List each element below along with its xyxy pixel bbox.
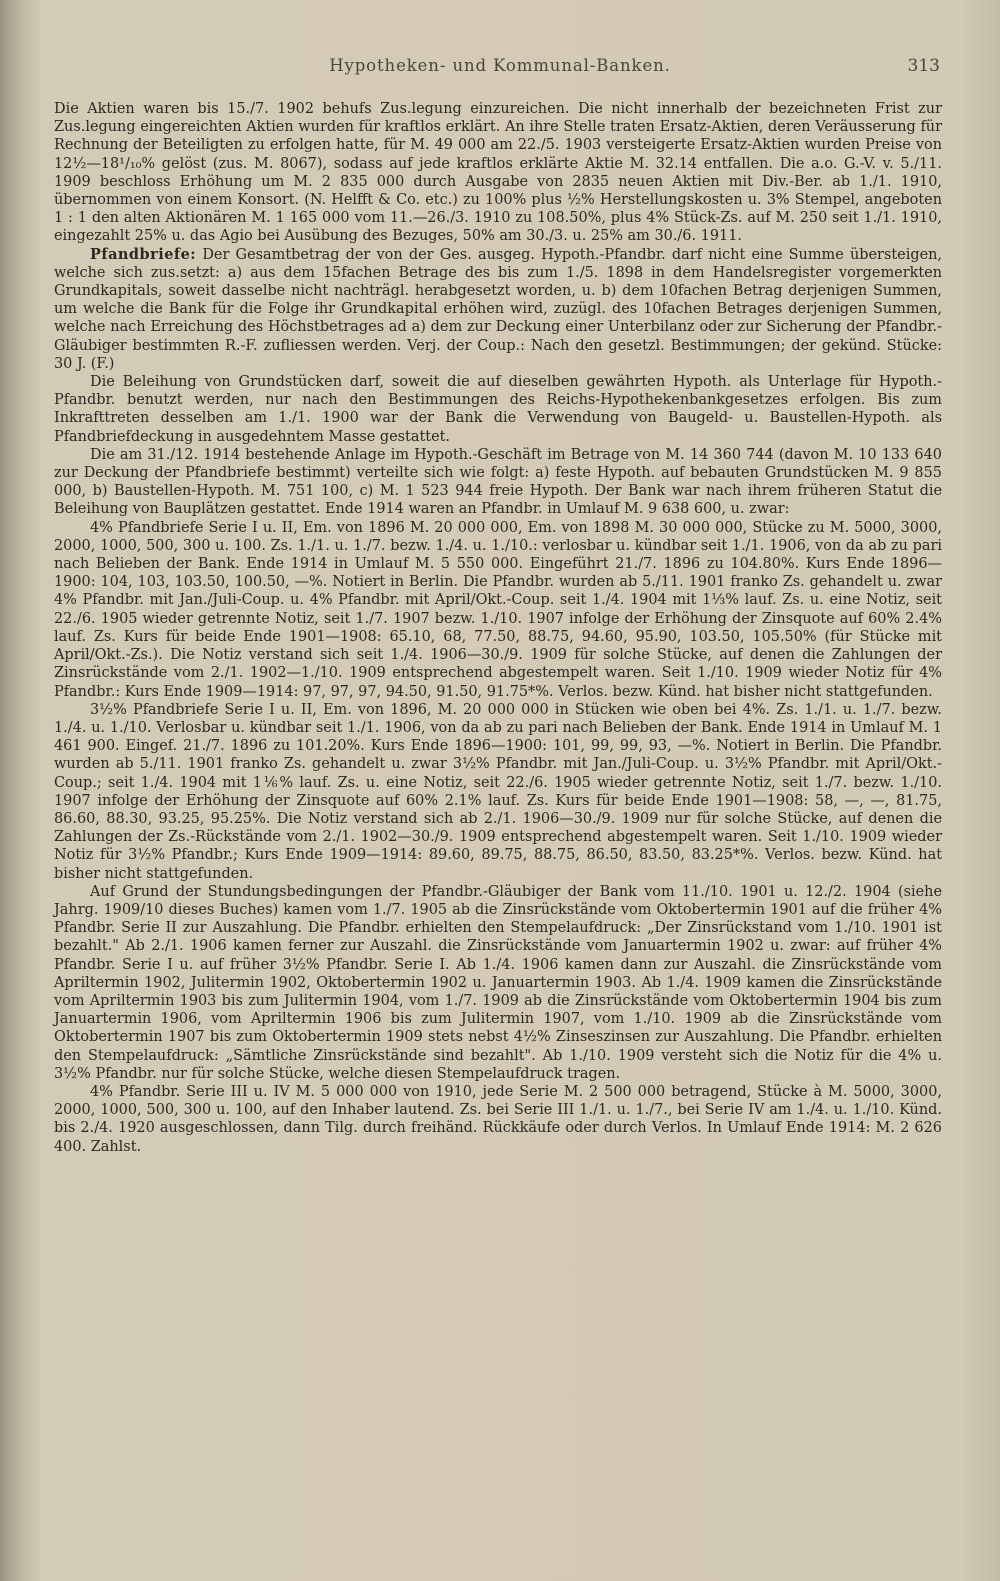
- paragraph-anlage: Die am 31./12. 1914 bestehende Anlage im Hypoth.-Geschäft im Betrage von M. 14 360 744 (davon M. 10 133 640 zur Deckung der Pfandbriefe bestimmt) verteilte sich wie folgt: a) feste Hypoth. auf bebauten Grundstücken M. 9 855 000, b) Baustellen-Hypoth. M. 751 100, c) M. 1 523 944 freie Hypoth. Der Bank war nach ihrem früheren Statut die Beleihung von Bauplätzen gestattet. Ende 1914 waren an Pfandbr. in Umlauf M. 9 638 600, u. zwar:: [54, 446, 942, 518]
- paragraph-aktien: Die Aktien waren bis 15./7. 1902 behufs Zus.legung einzureichen. Die nicht innerhalb der bezeichneten Frist zur Zus.legung eingereichten Aktien wurden für kraftlos erklärt. An ihre Stelle traten Ersatz-Aktien, deren Veräusserung für Rechnung der Beteiligten zu erfolgen hatte, für M. 49 000 am 22./5. 1903 versteigerte Ersatz-Aktien wurden Preise von 12½—18¹/₁₀% gelöst (zus. M. 8067), sodass auf jede kraftlos erklärte Aktie M. 32.14 entfallen. Die a.o. G.-V. v. 5./11. 1909 beschloss Erhöhung um M. 2 835 000 durch Ausgabe von 2835 neuen Aktien mit Div.-Ber. ab 1./1. 1910, übernommen von einem Konsort. (N. Helfft & Co. etc.) zu 100% plus ½% Herstellungskosten u. 3% Stempel, angeboten 1 : 1 den alten Aktionären M. 1 165 000 vom 11.—26./3. 1910 zu 108.50%, plus 4% Stück-Zs. auf M. 250 seit 1./1. 1910, eingezahlt 25% u. das Agio bei Ausübung des Bezuges, 50% am 30./3. u. 25% am 30./6. 1911.: [54, 101, 942, 245]
- running-title: Hypotheken- und Kommunal-Banken.: [329, 56, 671, 75]
- paragraph-beleihung: Die Beleihung von Grundstücken darf, soweit die auf dieselben gewährten Hypoth. als Unterlage für Hypoth.-Pfandbr. benutzt werden, nur nach den Bestimmungen des Reichs-Hypothekenbankgesetzes erfolgen. Bis zum Inkrafttreten desselben am 1./1. 1900 war der Bank die Verwendung von Baugeld- u. Baustellen-Hypoth. als Pfandbriefdeckung in ausgedehntem Masse gestattet.: [54, 374, 942, 445]
- paragraph-pfandbriefe: [54, 246, 942, 373]
- paragraph-3-5pct-serie-i-ii: 3½% Pfandbriefe Serie I u. II, Em. von 1896, M. 20 000 000 in Stücken wie oben bei 4%. Zs. 1./1. u. 1./7. bezw. 1./4. u. 1./10. Verlosbar u. kündbar seit 1./1. 1906, von da ab zu pari nach Belieben der Bank. Ende 1914 in Umlauf M. 1 461 900. Eingef. 21./7. 1896 zu 101.20%. Kurs Ende 1896—1900: 101, 99, 99, 93, —%. Notiert in Berlin. Die Pfandbr. wurden ab 5./11. 1901 franko Zs. gehandelt u. zwar 3½% Pfandbr. mit Jan./Juli-Coup. u. 3½% Pfandbr. mit April/Okt.-Coup.; seit 1./4. 1904 mit 1⅙% lauf. Zs. u. eine Notiz, seit 22./6. 1905 wieder getrennte Notiz, seit 1./7. bezw. 1./10. 1907 infolge der Erhöhung der Zinsquote auf 60% 2.1% lauf. Zs. Kurs für beide Ende 1901—1908: 58, —, —, 81.75, 86.60, 88.30, 93.25, 95.25%. Die Notiz verstand sich ab 2./1. 1906—30./9. 1909 nur für solche Stücke, auf denen die Zahlungen der Zs.-Rückstände vom 2./1. 1902—30./9. 1909 entsprechend abgestempelt waren. Seit 1./10. 1909 wieder Notiz für 3½% Pfandbr.; Kurs Ende 1909—1914: 89.60, 89.75, 88.75, 86.50, 83.50, 83.25*%. Verlos. bezw. Künd. hat bisher nicht stattgefunden.: [54, 701, 942, 882]
- body-text: [54, 100, 942, 1560]
- paragraph-4pct-serie-i-ii: 4% Pfandbriefe Serie I u. II, Em. von 1896 M. 20 000 000, Em. von 1898 M. 30 000 000, Stücke zu M. 5000, 3000, 2000, 1000, 500, 300 u. 100. Zs. 1./1. u. 1./7. bezw. 1./4. u. 1./10.: verlosbar u. kündbar seit 1./1. 1906, von da ab zu pari nach Belieben der Bank. Ende 1914 in Umlauf M. 5 550 000. Eingeführt 21./7. 1896 zu 104.80%. Kurs Ende 1896—1900: 104, 103, 103.50, 100.50, —%. Notiert in Berlin. Die Pfandbr. wurden ab 5./11. 1901 franko Zs. gehandelt u. zwar 4% Pfandbr. mit Jan./Juli-Coup. u. 4% Pfandbr. mit April/Okt.-Coup. seit 1./4. 1904 mit 1⅓% lauf. Zs. u. eine Notiz, seit 22./6. 1905 wieder getrennte Notiz, seit 1./7. 1907 bezw. 1./10. 1907 infolge der Erhöhung der Zinsquote auf 60% 2.4% lauf. Zs. Kurs für beide Ende 1901—1908: 65.10, 68, 77.50, 88.75, 94.60, 95.90, 103.50, 105.50% (für Stücke mit April/Okt.-Zs.). Die Notiz verstand sich seit 1./4. 1906—30./9. 1909 für solche Stücke, auf denen die Zahlungen der Zinsrückstände vom 2./1. 1902—1./10. 1909 entsprechend abgestempelt waren. Seit 1./10. 1909 wieder Notiz für 4% Pfandbr.: Kurs Ende 1909—1914: 97, 97, 97, 94.50, 91.50, 91.75*%. Verlos. bezw. Künd. hat bisher nicht stattgefunden.: [54, 519, 942, 700]
- paragraph-4pct-serie-iii-iv: 4% Pfandbr. Serie III u. IV M. 5 000 000 von 1910, jede Serie M. 2 500 000 betragend, Stücke à M. 5000, 3000, 2000, 1000, 500, 300 u. 100, auf den Inhaber lautend. Zs. bei Serie III 1./1. u. 1./7., bei Serie IV am 1./4. u. 1./10. Künd. bis 2./4. 1920 ausgeschlossen, dann Tilg. durch freihänd. Rückkäufe oder durch Verlos. In Umlauf Ende 1914: M. 2 626 400. Zahlst.: [54, 1083, 942, 1155]
- page-number: 313: [907, 56, 940, 76]
- term-pfandbriefe: Pfandbriefe:: [90, 245, 197, 263]
- paragraph-stundung: Auf Grund der Stundungsbedingungen der Pfandbr.-Gläubiger der Bank vom 11./10. 1901 u. 12./2. 1904 (siehe Jahrg. 1909/10 dieses Buches) kamen vom 1./7. 1905 ab die Zinsrückstände vom Oktobertermin 1901 auf die früher 4% Pfandbr. Serie II zur Auszahlung. Die Pfandbr. erhielten den Stempelaufdruck: „Der Zinsrückstand vom 1./10. 1901 ist bezahlt." Ab 2./1. 1906 kamen ferner zur Auszahl. die Zinsrückstände vom Januartermin 1902 u. zwar: auf früher 4% Pfandbr. Serie I u. auf früher 3½% Pfandbr. Serie I. Ab 1./4. 1906 kamen dann zur Auszahl. die Zinsrückstände vom Apriltermin 1902, Julitermin 1902, Oktobertermin 1902 u. Januartermin 1903. Ab 1./4. 1909 kamen die Zinsrückstände vom Apriltermin 1903 bis zum Julitermin 1904, vom 1./7. 1909 ab die Zinsrückstände vom Oktobertermin 1904 bis zum Januartermin 1906, vom Apriltermin 1906 bis zum Julitermin 1907, vom 1./10. 1909 ab die Zinsrückstände vom Oktobertermin 1907 bis zum Oktobertermin 1909 stets nebst 4½% Zinseszinsen zur Auszahlung. Die Pfandbr. erhielten den Stempelaufdruck: „Sämtliche Zinsrückstände sind bezahlt". Ab 1./10. 1909 versteht sich die Notiz für die 4% u. 3½% Pfandbr. nur für solche Stücke, welche diesen Stempelaufdruck tragen.: [54, 883, 942, 1082]
- page-header: [60, 56, 940, 84]
- paragraph-pfandbriefe-text: Der Gesamtbetrag der von der Ges. ausgeg. Hypoth.-Pfandbr. darf nicht eine Summe übersteigen, welche sich zus.setzt: a) aus dem 15fachen Betrage des bis zum 1./5. 1898 in dem Handelsregister vorgemerkten Grundkapitals, soweit dasselbe nicht nachträgl. herabgesetzt worden, u. b) dem 10fachen Betrag derjenigen Summen, um welche die Bank für die Folge ihr Grundkapital erhöhen wird, zuzügl. des 10fachen Betrages derjenigen Summen, welche nach Erreichung des Höchstbetrages ad a) dem zur Deckung einer Unterbilanz oder zur Sicherung der Pfandbr.-Gläubiger bestimmten R.-F. zufliessen werden. Verj. der Coup.: Nach den gesetzl. Bestimmungen; der gekünd. Stücke: 30 J. (F.): [54, 246, 943, 372]
